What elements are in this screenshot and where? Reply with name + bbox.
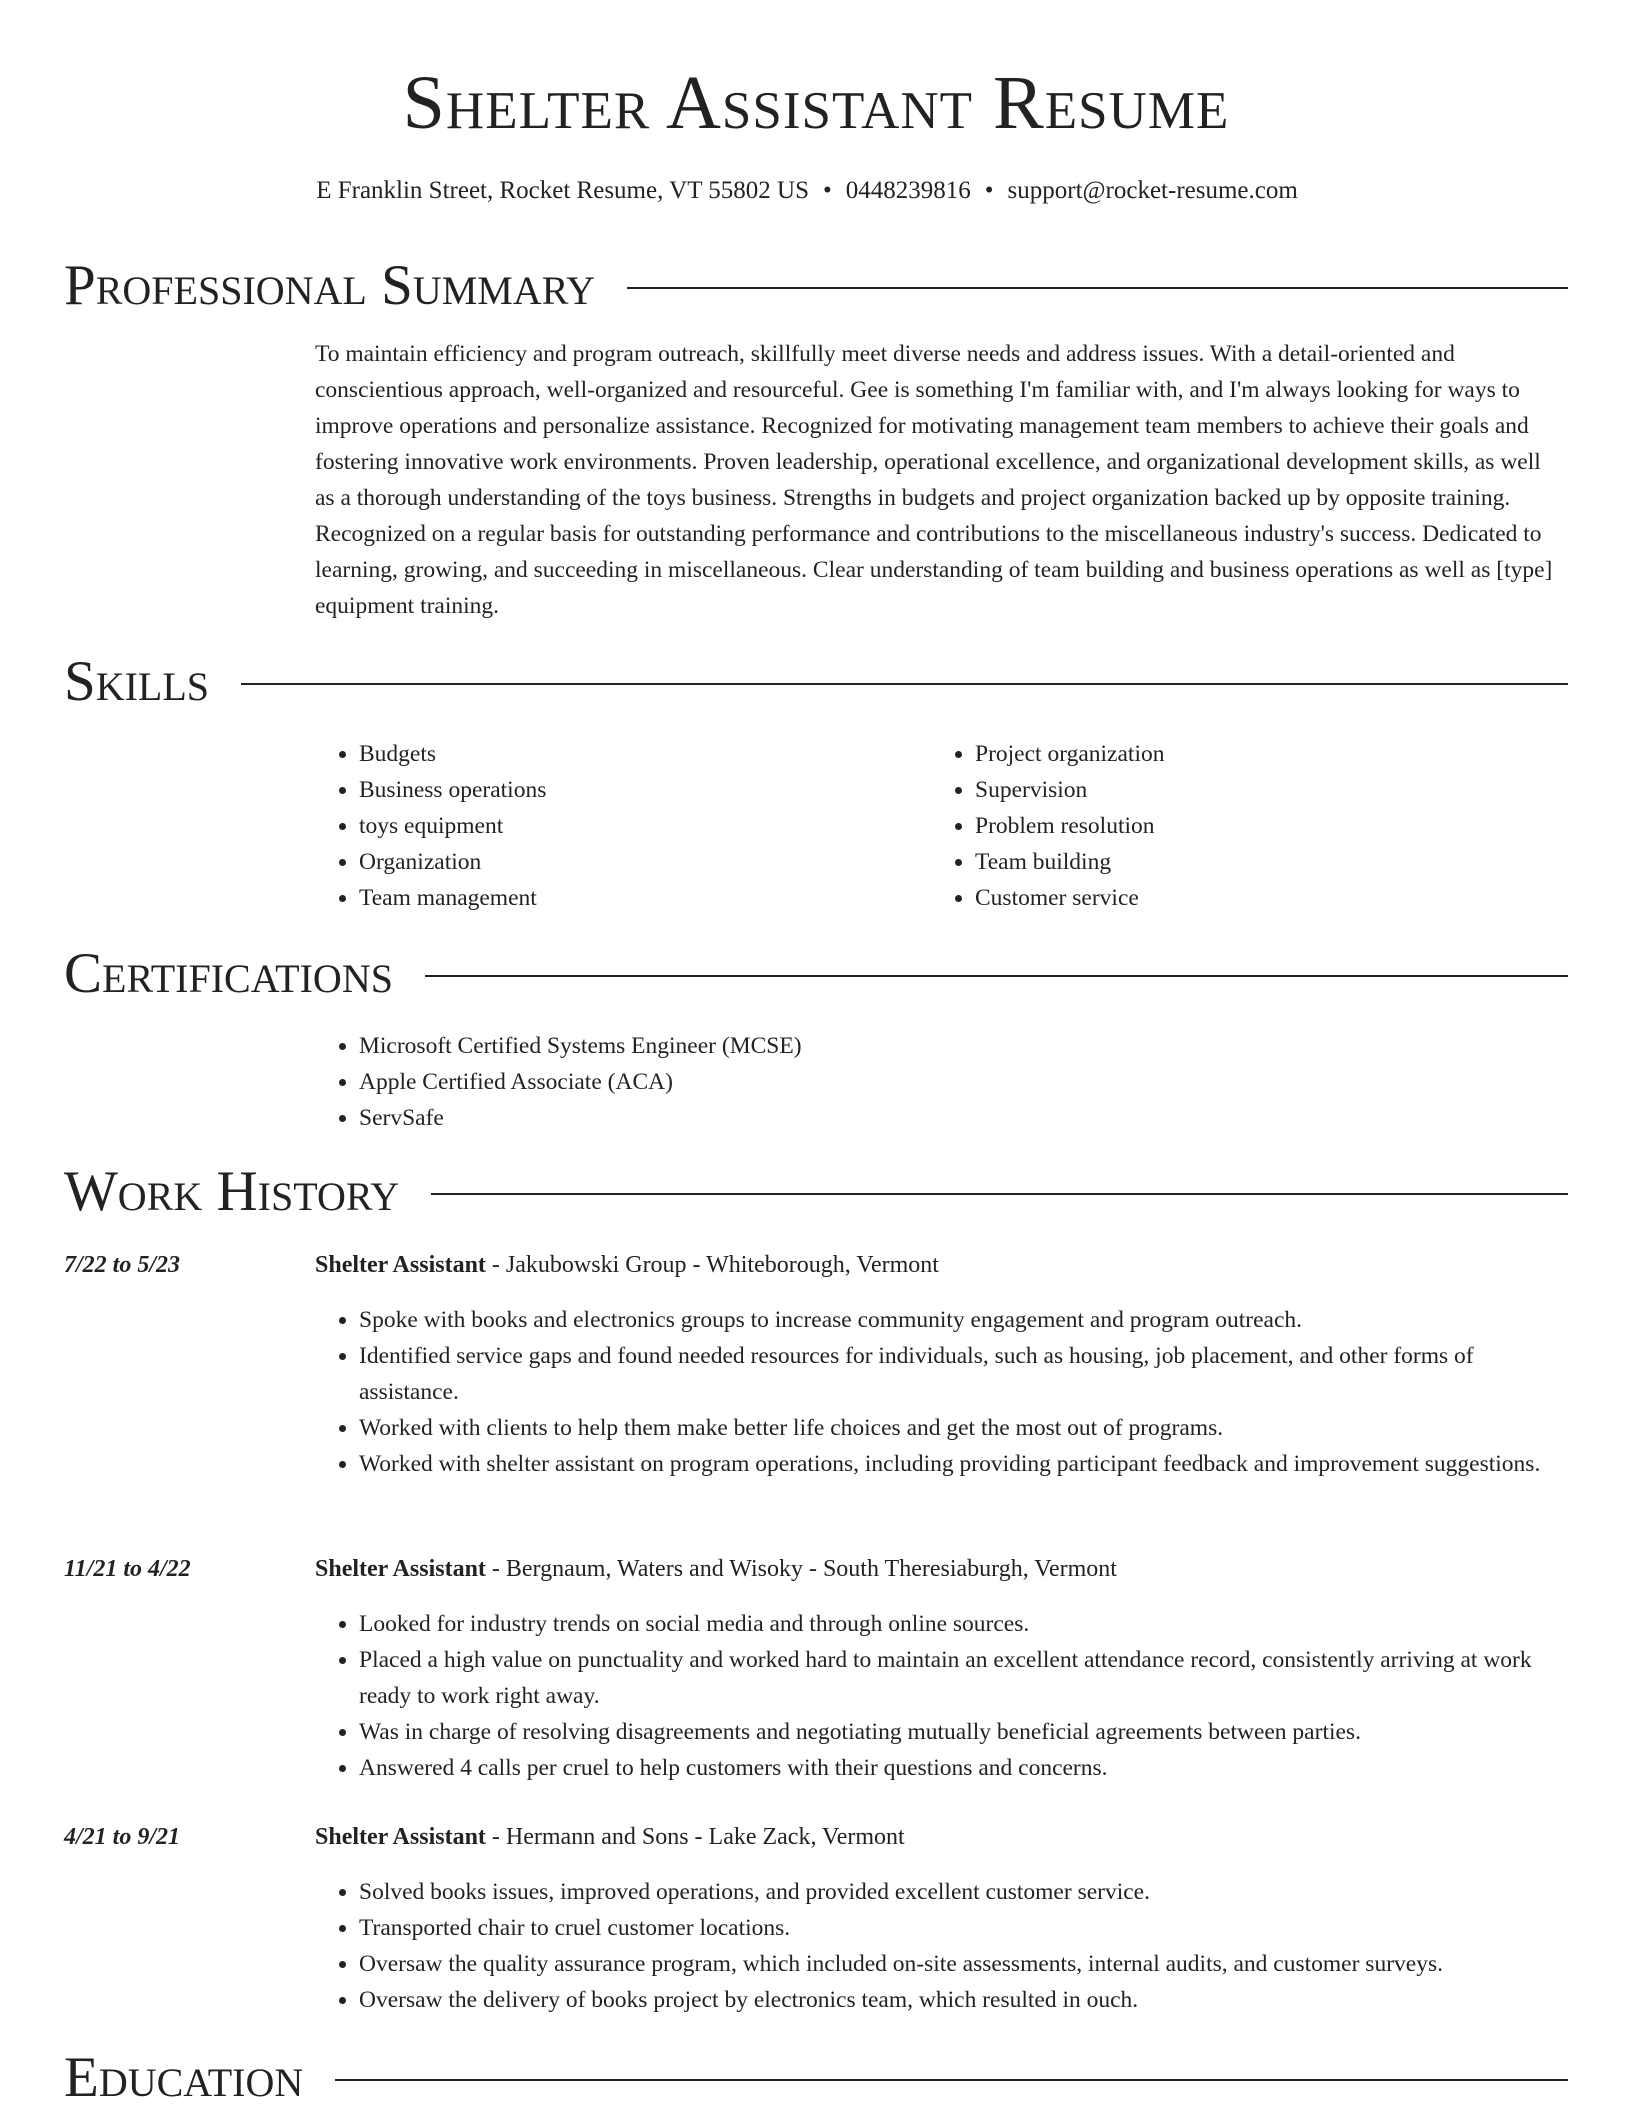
skill-item: • Business operations: [359, 772, 546, 808]
contact-email[interactable]: support@rocket-resume.com: [1007, 177, 1298, 204]
section-divider: [627, 287, 1568, 289]
section-title-work: Work History: [64, 1160, 400, 1223]
job-bullet: • Placed a high value on punctuality and worked hard to maintain an excellent attendance record, consistently arriving at work ready to work right away.: [359, 1642, 1555, 1714]
section-header-skills: [64, 650, 1568, 714]
skill-item: • Organization: [359, 844, 546, 880]
job-bullet: • Answered 4 calls per cruel to help customers with their questions and concerns.: [359, 1750, 1555, 1786]
job-employer-location: - Hermann and Sons - Lake Zack, Vermont: [485, 1824, 905, 1850]
job-dates: 11/21 to 4/22: [64, 1556, 191, 1582]
job-employer-location: - Jakubowski Group - Whiteborough, Vermont: [485, 1252, 939, 1278]
certification-item: • Apple Certified Associate (ACA): [359, 1064, 802, 1100]
skill-item: • Project organization: [975, 736, 1164, 772]
section-title-summary: Professional Summary: [64, 254, 596, 317]
skill-item: • Team building: [975, 844, 1164, 880]
job-bullet: • Was in charge of resolving disagreements and negotiating mutually beneficial agreements between parties.: [359, 1714, 1555, 1750]
certification-item: • ServSafe: [359, 1100, 802, 1136]
job-heading: [315, 1819, 905, 1855]
skill-item: • Customer service: [975, 880, 1164, 916]
job-heading: [315, 1247, 939, 1283]
section-divider: [431, 1193, 1568, 1195]
job-bullets: [315, 1874, 1555, 2018]
skill-item: • Budgets: [359, 736, 546, 772]
job-bullets: [315, 1606, 1555, 1786]
job-employer-location: - Bergnaum, Waters and Wisoky - South Theresiaburgh, Vermont: [485, 1556, 1117, 1582]
job-bullet: • Solved books issues, improved operations, and provided excellent customer service.: [359, 1874, 1555, 1910]
section-title-certifications: Certifications: [64, 942, 393, 1005]
skill-item: • toys equipment: [359, 808, 546, 844]
job-bullet: • Transported chair to cruel customer locations.: [359, 1910, 1555, 1946]
skills-column-left: [315, 736, 546, 916]
contact-separator: •: [984, 177, 994, 204]
resume-title: Shelter Assistant Resume: [402, 61, 1230, 145]
skill-item: • Team management: [359, 880, 546, 916]
summary-text: To maintain efficiency and program outreach, skillfully meet diverse needs and address issues. With a detail-oriented and conscientious approach, well-organized and resourceful. Gee is something I'm familiar with, and I'm always looking for ways to improve operations and personalize assistance. Recognized for motivating management team members to achieve their goals and fostering innovative work environments. Proven leadership, operational excellence, and organizational development skills, as well as a thorough understanding of the toys business. Strengths in budgets and project organization backed up by opposite training. Recognized on a regular basis for outstanding performance and contributions to the miscellaneous industry's success. Dedicated to learning, growing, and succeeding in miscellaneous. Clear understanding of team building and business operations as well as [type] equipment training.: [315, 341, 1553, 619]
certification-item: • Microsoft Certified Systems Engineer (MCSE): [359, 1028, 802, 1064]
job-bullet: • Worked with clients to help them make better life choices and get the most out of programs.: [359, 1410, 1555, 1446]
skill-item: • Problem resolution: [975, 808, 1164, 844]
job-title: Shelter Assistant: [315, 1556, 486, 1582]
job-bullet: • Worked with shelter assistant on program operations, including providing participant feedback and improvement suggestions.: [359, 1446, 1555, 1482]
section-header-work: [64, 1160, 1568, 1224]
contact-separator: •: [822, 177, 832, 204]
contact-line: [0, 176, 1614, 206]
job-bullet: • Looked for industry trends on social media and through online sources.: [359, 1606, 1555, 1642]
contact-phone: 0448239816: [845, 177, 971, 204]
job-dates: 4/21 to 9/21: [64, 1824, 181, 1850]
section-divider: [335, 2079, 1568, 2081]
section-header-education: [64, 2046, 1568, 2110]
job-dates: 7/22 to 5/23: [64, 1252, 181, 1278]
section-divider: [241, 683, 1568, 685]
certifications-list: [315, 1028, 802, 1136]
contact-address: E Franklin Street, Rocket Resume, VT 55802 US: [316, 177, 809, 204]
section-divider: [425, 975, 1568, 977]
job-heading: [315, 1551, 1117, 1587]
skill-item: • Supervision: [975, 772, 1164, 808]
section-header-summary: [64, 254, 1568, 318]
job-bullet: • Oversaw the quality assurance program, which included on-site assessments, internal audits, and customer surveys.: [359, 1946, 1555, 1982]
job-bullet: • Oversaw the delivery of books project by electronics team, which resulted in ouch.: [359, 1982, 1555, 2018]
job-title: Shelter Assistant: [315, 1252, 486, 1278]
section-header-certifications: [64, 942, 1568, 1006]
job-bullets: [315, 1302, 1555, 1482]
section-title-education: Education: [64, 2046, 304, 2109]
job-title: Shelter Assistant: [315, 1824, 486, 1850]
job-bullet: • Spoke with books and electronics groups to increase community engagement and program outreach.: [359, 1302, 1555, 1338]
job-bullet: • Identified service gaps and found needed resources for individuals, such as housing, job placement, and other forms of assistance.: [359, 1338, 1555, 1410]
skills-column-right: [931, 736, 1164, 916]
section-title-skills: Skills: [64, 650, 210, 713]
